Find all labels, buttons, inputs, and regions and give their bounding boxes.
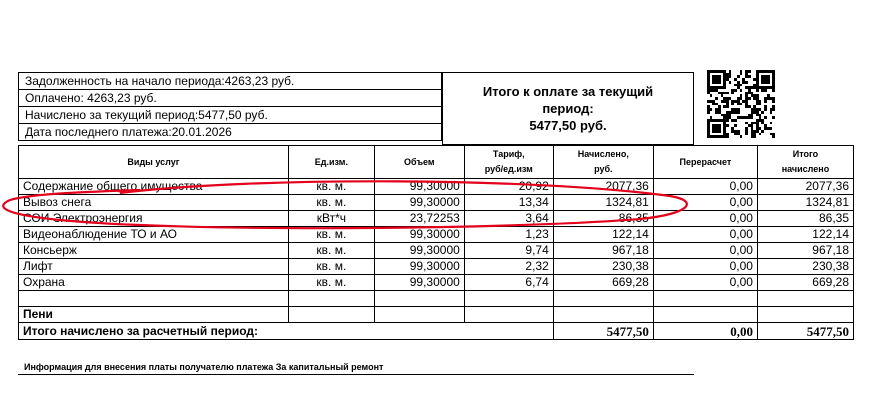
cell-volume: 99,30000 (374, 179, 464, 195)
cell-tariff: 13,34 (464, 195, 553, 211)
last-payment-date: Дата последнего платежа:20.01.2026 (19, 124, 442, 141)
col-header-total (757, 146, 853, 179)
table-row (19, 195, 854, 211)
services-table (18, 145, 854, 340)
cell-recalc: 0,00 (653, 259, 757, 275)
penalties-row (19, 307, 854, 323)
col-header-total-l1: Итого (792, 149, 819, 159)
penalties-label: Пени (19, 307, 289, 323)
col-header-service: Виды услуг (19, 146, 289, 179)
table-row (19, 211, 854, 227)
cell-total: 2077,36 (757, 179, 853, 195)
cell-recalc: 0,00 (653, 179, 757, 195)
totals-charged: 5477,50 (553, 323, 653, 340)
cell-unit: кв. м. (288, 243, 374, 259)
cell-recalc: 0,00 (653, 243, 757, 259)
cell-unit: кв. м. (288, 259, 374, 275)
total-due-box (442, 72, 694, 145)
cell-unit: кв. м. (288, 275, 374, 291)
cell-volume: 99,30000 (374, 275, 464, 291)
total-due-title: Итого к оплате за текущий (482, 84, 654, 99)
cell-service: СОИ Электроэнергия (19, 211, 289, 227)
cell-recalc: 0,00 (653, 195, 757, 211)
table-row (19, 243, 854, 259)
cell-charged: 86,35 (553, 211, 653, 227)
cell-tariff: 2,32 (464, 259, 553, 275)
cell-volume: 99,30000 (374, 195, 464, 211)
cell-volume: 23,72253 (374, 211, 464, 227)
cell-charged: 669,28 (553, 275, 653, 291)
debt-start: Задолженность на начало периода:4263,23 руб. (19, 73, 442, 90)
table-row-empty (19, 291, 854, 307)
cell-volume: 99,30000 (374, 243, 464, 259)
cell-charged: 967,18 (553, 243, 653, 259)
cell-tariff: 20,92 (464, 179, 553, 195)
table-header-row (19, 146, 854, 179)
cell-tariff: 9,74 (464, 243, 553, 259)
cell-service: Охрана (19, 275, 289, 291)
paid-amount: Оплачено: 4263,23 руб. (19, 90, 442, 107)
cell-recalc: 0,00 (653, 275, 757, 291)
cell-total: 122,14 (757, 227, 853, 243)
cell-volume: 99,30000 (374, 227, 464, 243)
cell-total: 669,28 (757, 275, 853, 291)
col-header-charged (553, 146, 653, 179)
cell-charged: 122,14 (553, 227, 653, 243)
cell-tariff: 3,64 (464, 211, 553, 227)
totals-label: Итого начислено за расчетный период: (19, 323, 554, 340)
totals-recalc: 0,00 (653, 323, 757, 340)
cell-service: Консьерж (19, 243, 289, 259)
table-row (19, 227, 854, 243)
summary-table (18, 72, 442, 141)
cell-charged: 1324,81 (553, 195, 653, 211)
col-header-total-l2: начислено (781, 164, 830, 174)
col-header-tariff (464, 146, 553, 179)
table-row (19, 275, 854, 291)
cell-unit: кВт*ч (288, 211, 374, 227)
table-row (19, 179, 854, 195)
capital-repair-info: Информация для внесения платы получателю платежа За капитальный ремонт (24, 362, 384, 372)
total-due-amount: 5477,50 руб. (529, 118, 607, 133)
totals-row (19, 323, 854, 340)
charged-current-period: Начислено за текущий период:5477,50 руб. (19, 107, 442, 124)
cell-charged: 230,38 (553, 259, 653, 275)
cell-total: 1324,81 (757, 195, 853, 211)
col-header-volume: Объем (374, 146, 464, 179)
divider (18, 374, 694, 375)
cell-service: Видеонаблюдение ТО и АО (19, 227, 289, 243)
cell-total: 230,38 (757, 259, 853, 275)
cell-unit: кв. м. (288, 179, 374, 195)
totals-total: 5477,50 (757, 323, 853, 340)
col-header-unit: Ед.изм. (288, 146, 374, 179)
cell-recalc: 0,00 (653, 227, 757, 243)
cell-service: Лифт (19, 259, 289, 275)
table-row (19, 259, 854, 275)
cell-tariff: 6,74 (464, 275, 553, 291)
cell-volume: 99,30000 (374, 259, 464, 275)
cell-unit: кв. м. (288, 227, 374, 243)
cell-total: 967,18 (757, 243, 853, 259)
col-header-charged-l1: Начислено, (577, 149, 629, 159)
col-header-recalc: Перерасчет (653, 146, 757, 179)
col-header-tariff-l2: руб/ед.изм (484, 164, 533, 174)
cell-charged: 2077,36 (553, 179, 653, 195)
cell-total: 86,35 (757, 211, 853, 227)
total-due-title-cont: период: (542, 101, 594, 116)
col-header-charged-l2: руб. (594, 164, 613, 174)
col-header-tariff-l1: Тариф, (492, 149, 525, 159)
cell-service: Содержание общего имущества (19, 179, 289, 195)
qr-code-icon (707, 70, 775, 138)
cell-unit: кв. м. (288, 195, 374, 211)
cell-tariff: 1,23 (464, 227, 553, 243)
cell-recalc: 0,00 (653, 211, 757, 227)
cell-service: Вывоз снега (19, 195, 289, 211)
